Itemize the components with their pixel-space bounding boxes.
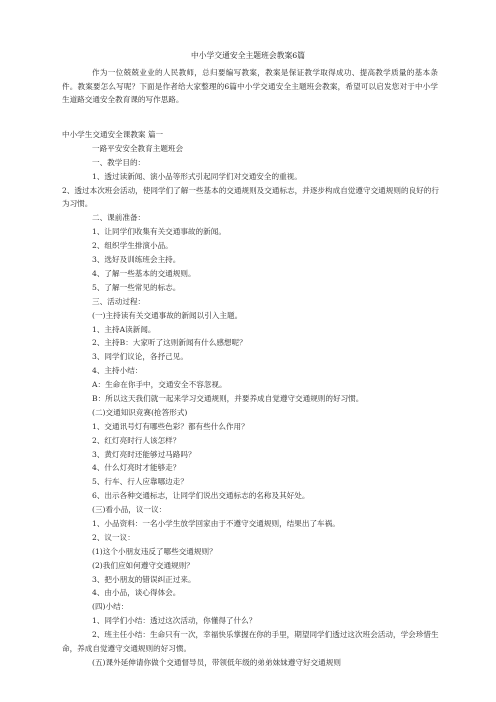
text-line: 1、透过读新闻、演小品等形式引起同学们对交通安全的重视。 [92,171,302,181]
text-line: 6、出示各种交通标志，让同学们说出交通标志的名称及其好处。 [92,491,310,501]
text-line: (1)这个小朋友违反了哪些交通规则？ [92,546,217,556]
text-line: (二)交通知识竞赛(抢答形式) [92,407,188,417]
text-line: (一)主持读有关交通事故的新闻以引入主题。 [92,310,243,320]
lesson-title: 一路平安安全教育主题班会 [92,143,184,153]
text-line: (五)课外延伸请你做个交通督导员，带领低年级的弟弟妹妹遵守好交通规则 [92,657,341,667]
text-line: 1、小品资料：一名小学生放学回家由于不遵守交通规则，结果出了车祸。 [92,518,340,528]
text-line: 4、主持小结： [92,366,143,376]
document-title: 中小学交通安全主题班会教案6篇 [190,51,306,60]
text-line: 一、教学目的： [92,157,146,167]
section-heading: 中小学生交通安全课教案 篇一 [62,130,164,139]
text-line: 1、主持A读新闻。 [92,324,156,334]
text-line: 二、课前准备： [92,213,146,223]
text-line: (三)看小品，议一议： [92,505,167,515]
text-line: 5、行车、行人应靠哪边走？ [92,477,188,487]
text-line: 1、交通讯号灯有哪些色彩？都有些什么作用？ [92,421,249,431]
text-line: 2、透过本次班会活动，使同学们了解一些基本的交通规则及交通标志，并逐步构成自觉遵守交通规则的良好的行为习惯。 [62,185,439,209]
text-line: 2、主持B：大家听了这则新闻有什么感想呢？ [92,338,247,348]
text-line: 2、组织学生排演小品。 [92,241,173,251]
text-line: 2、班主任小结：生命只有一次，幸福快乐掌握在你的手里，期望同学们透过这次班会活动，学会珍惜生命，养成自觉遵守交通规则的好习惯。 [62,630,439,653]
text-line: 3、选好及训练班会主持。 [92,255,181,265]
text-line: A：生命在你手中，交通安全不容忽视。 [92,380,227,390]
text-line: (2)我们应如何遵守交通规则？ [92,560,194,570]
text-line: 4、什么灯亮时才能够走？ [92,463,181,473]
text-line: 2、议一议： [92,532,135,542]
text-line: 三、活动过程： [92,296,146,306]
text-line: 1、让同学们收集有关交通事故的新闻。 [92,227,226,237]
text-line: 3、同学们议论，各抒己见。 [92,352,188,362]
text-line: B：所以这天我们就一起来学习交通规则，并要养成自觉遵守交通规则的好习惯。 [92,393,364,403]
text-line: (四)小结： [92,602,129,612]
text-line: 3、黄灯亮时还能够过马路吗？ [92,449,196,459]
text-line: 1、同学们小结：透过这次活动，你懂得了什么？ [92,616,257,626]
text-line: 3、把小朋友的错误纠正过来。 [92,574,196,584]
text-line: 4、了解一些基本的交通规则。 [92,268,196,278]
intro-paragraph: 作为一位兢兢业业的人民教师，总归要编写教案，教案是保证教学取得成功、提高教学质量的基本条件。教案要怎么写呢？下面是作者给大家整理的6篇中小学交通安全主题班会教案，希望可以启发您对于中小学生道路交通安全教育课的写作思路。 [62,68,438,104]
text-line: 2、红灯亮时行人该怎样？ [92,435,181,445]
document-body [62,128,442,670]
text-line: 5、了解一些常见的标志。 [92,282,181,292]
text-line: 4、由小品，谈心得体会。 [92,588,181,598]
